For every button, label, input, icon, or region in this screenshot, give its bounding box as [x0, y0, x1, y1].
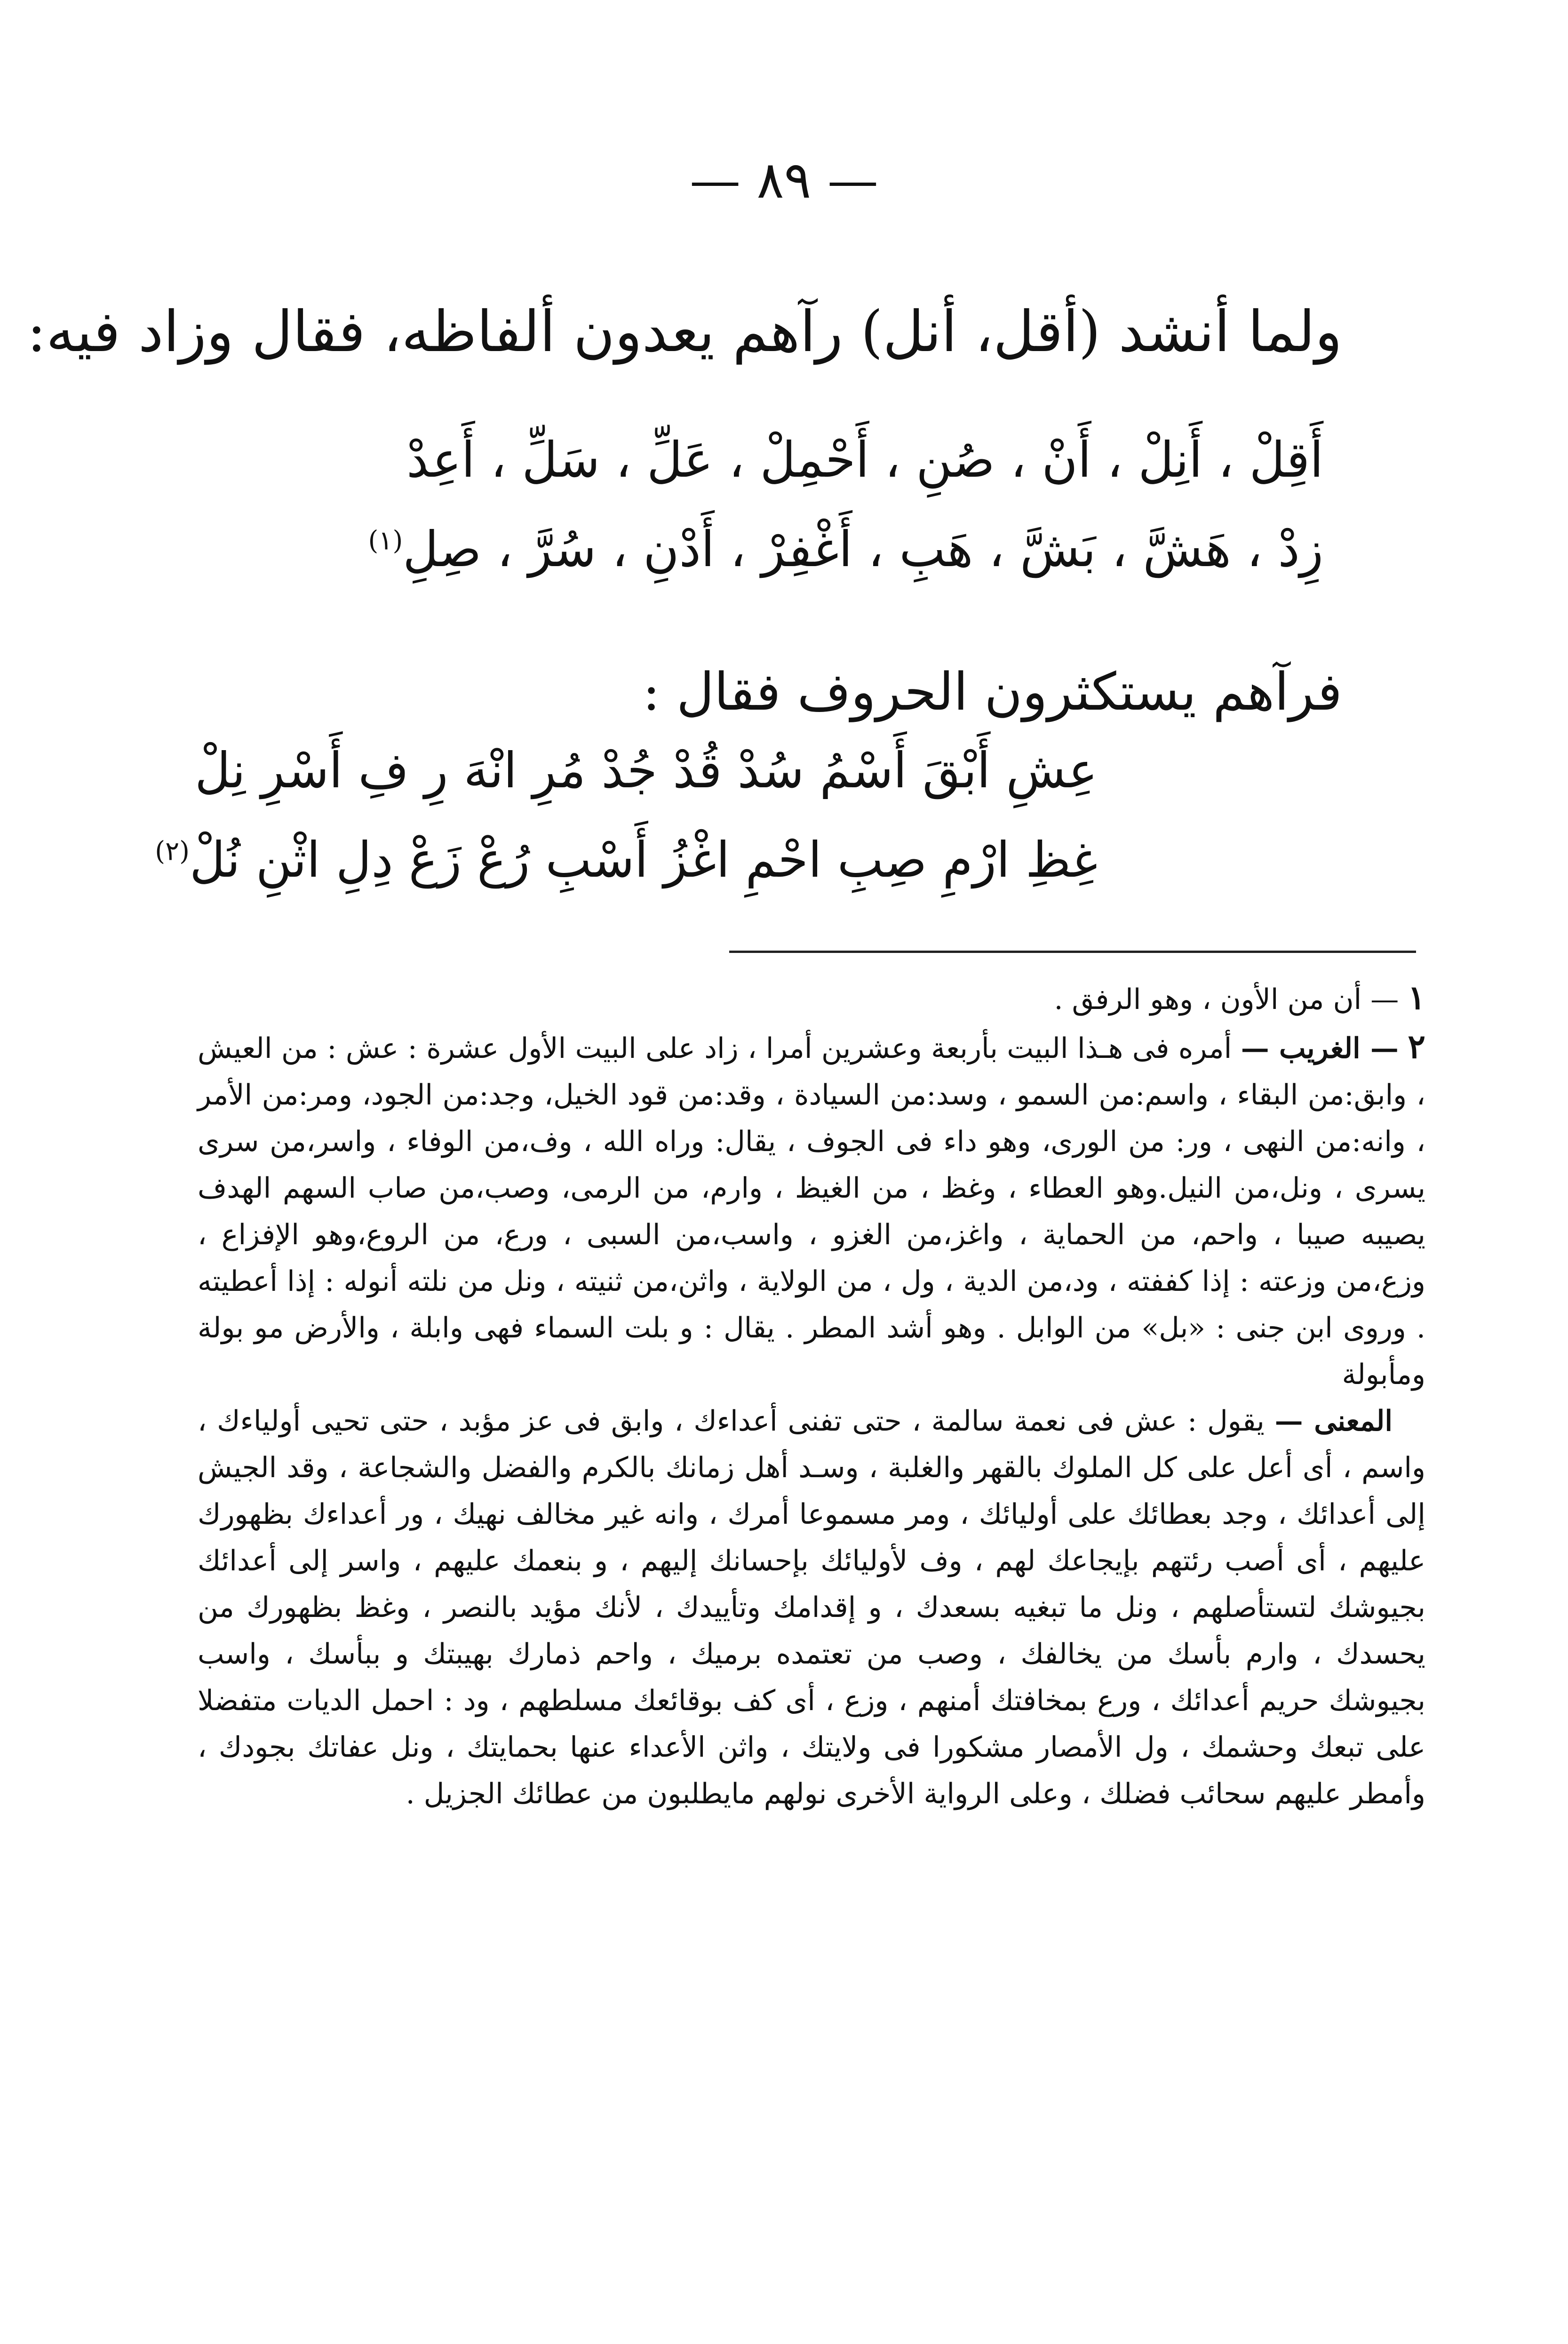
footnote-2-line: الدية ، ول ، من الولاية ، واثن،من ثنيته ، ونل من نلته أنوله : إذا أعطيته . وروى ابن جنى : [198, 1265, 1426, 1344]
meaning-line: عطائك الجزيل . [406, 1777, 593, 1810]
verse2-line2 [155, 833, 1098, 887]
footnote-ref-1: (١) [368, 525, 403, 556]
meaning-line: على تبعك وحشمك ، ول الأمصار مشكورا فى ولايتك ، واثن الأعداء عنها بحمايتك ، ونل [390, 1731, 1425, 1764]
footnote-ref-2: (٢) [155, 836, 190, 867]
footnote-divider [729, 951, 1416, 953]
footnote-2-line: الغزو ، واسب،من السبى ، ورع، من الروع،وهو الإفزاع ، وزع،من وزعته : إذا كففته ، ود،من [198, 1218, 1426, 1298]
meaning-line: أولياءك ، واسم ، أى أعل على كل الملوك بالقهر والغلبة ، وسـد أهل زمانك بالكرم والفضل [198, 1405, 1425, 1484]
intro-prose: ولما أنشد (أقل، أنل) رآهم يعدون ألفاظه، فقال وزاد فيه: [27, 299, 1342, 365]
meaning-line: بسعدك ، و إقدامك وتأييدك ، لأنك مؤيد بالنصر ، وغظ بظهورك من يحسدك ، وارم بأسك [198, 1591, 1426, 1671]
meaning-line: بإحسانك إليهم ، و بنعمك عليهم ، واسر إلى أعدائك بجيوشك لتستأصلهم ، ونل ما تبغيه [198, 1544, 1425, 1624]
meaning-line: يقول : عش فى نعمة سالمة ، حتى تفنى أعداءك ، وابق فى عز مؤبد ، حتى تحيى [311, 1405, 1265, 1438]
meaning-line: عفاتك بجودك ، وأمطر عليهم سحائب فضلك ، وعلى الرواية الأخرى نولهم مايطلبون من [198, 1731, 1425, 1810]
page-number: — ٨٩ — [690, 151, 878, 210]
footnotes-block [198, 974, 1425, 1817]
footnote-2 [198, 1023, 1425, 1398]
footnote-1-number: ١ [1408, 978, 1425, 1017]
footnote-2-label: — الغريب — [1241, 1032, 1399, 1065]
verse2-line2-text: غِظِ ارْمِ صِبِ احْمِ اغْزُ أَسْبِ رُعْ زَعْ دِلِ اثْنِ نُلْ [190, 831, 1098, 888]
footnote-2-line: الغيظ ، وارم، من الرمى، وصب،من صاب السهم الهدف يصيبه صيبا ، واحم، من الحماية ، واغز،من [198, 1172, 1426, 1251]
meaning-line: من يخالفك ، وصب من تعتمده برميك ، واحم ذمارك بهيبتك و ببأسك ، واسب بجيوشك حريم [198, 1638, 1425, 1717]
footnote-1 [198, 974, 1425, 1023]
meaning-paragraph [198, 1398, 1425, 1817]
footnote-2-line: عش : من العيش ، وابق:من البقاء ، واسم:من السمو ، وسد:من السيادة ، وقد:من قود الخيل، [198, 1032, 1425, 1112]
footnote-2-number: ٢ [1408, 1027, 1426, 1066]
meaning-line: والشجاعة ، وقد الجيش إلى أعدائك ، وجد بعطائك على أوليائك ، ومر مسموعا أمرك ، وانه [198, 1451, 1426, 1531]
meaning-label: المعنى — [1274, 1405, 1393, 1438]
verse1-line1: أَقِلْ ، أَنِلْ ، أَنْ ، صُنِ ، أَحْمِلْ ، عَلِّ ، سَلِّ ، أَعِدْ [406, 431, 1323, 488]
meaning-line: أعدائك ، ورع بمخافتك أمنهم ، وزع ، أى كف بوقائعك مسلطهم ، ود : احمل الديات متفضلا [198, 1684, 1250, 1717]
second-prose: فرآهم يستكثرون الحروف فقال : [642, 662, 1342, 722]
verse1-line2 [368, 522, 1324, 576]
footnote-1-text: — أن من الأون ، وهو الرفق . [1054, 983, 1399, 1016]
footnote-2-line: وراه الله ، وف،من الوفاء ، واسر،من سرى يسرى ، ونل،من النيل.وهو العطاء ، وغظ ، من [198, 1125, 1425, 1205]
footnote-2-line: أمره فى هـذا البيت بأربعة وعشرين أمرا ، زاد على البيت الأول عشرة : [407, 1032, 1232, 1065]
verse2-line1: عِشِ أَبْقَ أَسْمُ سُدْ قُدْ جُدْ مُرِ انْهَ رِ فِ أَسْرِ نِلْ [195, 742, 1098, 799]
footnote-2-line: وجد:من الجود، ومر:من الأمر ، وانه:من النهى ، ور: من الورى، وهو داء فى الجوف ، يقال: [198, 1079, 1425, 1158]
footnote-2-line: «بل» من الوابل . وهو أشد المطر . يقال : و بلت السماء فهى وابلة ، والأرض مو بولة ومأبولة [198, 1312, 1425, 1391]
verse1-line2-text: زِدْ ، هَشَّ ، بَشَّ ، هَبِ ، أَغْفِرْ ، أَدْنِ ، سُرَّ ، صِلِ [403, 520, 1323, 578]
meaning-line: غير مخالف نهيك ، ور أعداءك بظهورك عليهم ، أى أصب رئتهم بإيجاعك لهم ، وف لأوليائك [198, 1498, 1425, 1577]
